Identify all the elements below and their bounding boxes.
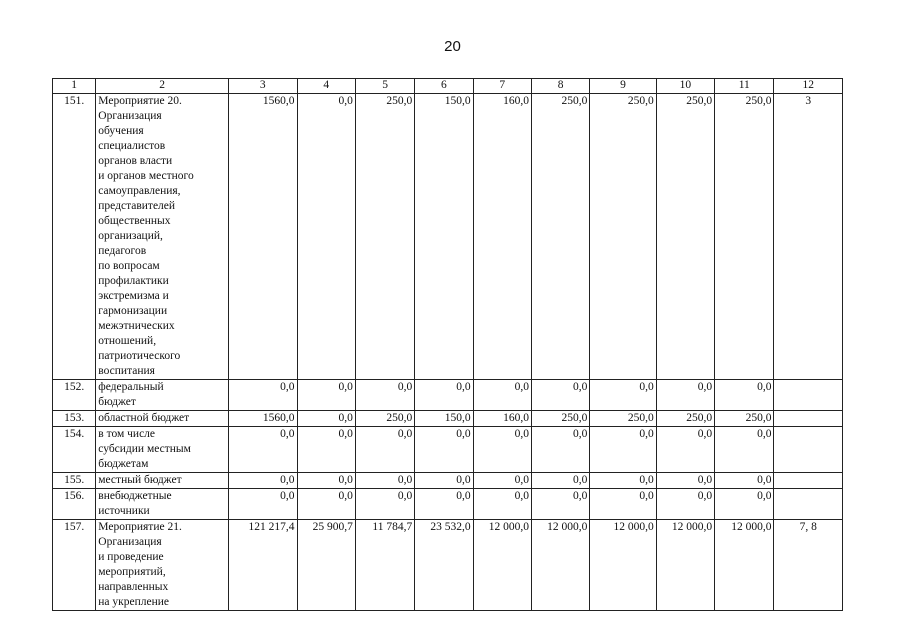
value-cell: 250,0 bbox=[355, 94, 414, 380]
value-cell: 0,0 bbox=[656, 473, 714, 489]
row-name: внебюджетные источники bbox=[96, 489, 229, 520]
value-cell: 0,0 bbox=[531, 427, 589, 473]
value-cell: 0,0 bbox=[415, 380, 473, 411]
value-cell: 0,0 bbox=[656, 427, 714, 473]
indicator-cell: 3 bbox=[774, 94, 843, 380]
value-cell: 0,0 bbox=[355, 427, 414, 473]
row-number: 154. bbox=[53, 427, 96, 473]
value-cell: 150,0 bbox=[415, 411, 473, 427]
value-cell: 0,0 bbox=[715, 380, 774, 411]
column-header: 7 bbox=[473, 79, 531, 94]
value-cell: 0,0 bbox=[473, 380, 531, 411]
row-number: 153. bbox=[53, 411, 96, 427]
table-row bbox=[53, 489, 843, 520]
value-cell: 12 000,0 bbox=[590, 520, 656, 611]
row-number: 156. bbox=[53, 489, 96, 520]
value-cell: 0,0 bbox=[229, 489, 297, 520]
column-header: 2 bbox=[96, 79, 229, 94]
indicator-cell bbox=[774, 380, 843, 411]
row-name: Мероприятие 20. Организация обучения специалистов органов власти и органов местного самоуправления, представителей общественных организаций, педагогов по вопросам профилактики экстремизма и гармонизации межэтнических отношений, патриотического воспитания bbox=[96, 94, 229, 380]
row-name: местный бюджет bbox=[96, 473, 229, 489]
value-cell: 0,0 bbox=[531, 380, 589, 411]
indicator-cell bbox=[774, 489, 843, 520]
value-cell: 0,0 bbox=[355, 489, 414, 520]
column-header: 11 bbox=[715, 79, 774, 94]
value-cell: 0,0 bbox=[590, 427, 656, 473]
column-header: 10 bbox=[656, 79, 714, 94]
value-cell: 0,0 bbox=[715, 489, 774, 520]
value-cell: 0,0 bbox=[473, 427, 531, 473]
value-cell: 0,0 bbox=[415, 427, 473, 473]
value-cell: 250,0 bbox=[590, 411, 656, 427]
value-cell: 121 217,4 bbox=[229, 520, 297, 611]
column-header: 6 bbox=[415, 79, 473, 94]
table-row bbox=[53, 411, 843, 427]
column-header: 8 bbox=[531, 79, 589, 94]
value-cell: 0,0 bbox=[715, 427, 774, 473]
value-cell: 0,0 bbox=[715, 473, 774, 489]
value-cell: 0,0 bbox=[297, 473, 355, 489]
indicator-cell bbox=[774, 427, 843, 473]
table-row bbox=[53, 94, 843, 380]
column-header: 3 bbox=[229, 79, 297, 94]
value-cell: 250,0 bbox=[715, 411, 774, 427]
column-header: 12 bbox=[774, 79, 843, 94]
table-row bbox=[53, 427, 843, 473]
value-cell: 150,0 bbox=[415, 94, 473, 380]
value-cell: 11 784,7 bbox=[355, 520, 414, 611]
indicator-cell bbox=[774, 411, 843, 427]
value-cell: 0,0 bbox=[590, 380, 656, 411]
value-cell: 0,0 bbox=[415, 473, 473, 489]
column-header: 4 bbox=[297, 79, 355, 94]
value-cell: 0,0 bbox=[473, 489, 531, 520]
column-header: 1 bbox=[53, 79, 96, 94]
value-cell: 250,0 bbox=[531, 411, 589, 427]
value-cell: 160,0 bbox=[473, 94, 531, 380]
row-name: федеральный бюджет bbox=[96, 380, 229, 411]
value-cell: 0,0 bbox=[297, 380, 355, 411]
value-cell: 0,0 bbox=[297, 94, 355, 380]
value-cell: 0,0 bbox=[229, 380, 297, 411]
value-cell: 1560,0 bbox=[229, 411, 297, 427]
value-cell: 12 000,0 bbox=[656, 520, 714, 611]
page-number: 20 bbox=[444, 38, 461, 55]
value-cell: 250,0 bbox=[656, 411, 714, 427]
table-row bbox=[53, 473, 843, 489]
row-name: Мероприятие 21. Организация и проведение мероприятий, направленных на укрепление bbox=[96, 520, 229, 611]
value-cell: 0,0 bbox=[590, 489, 656, 520]
value-cell: 0,0 bbox=[415, 489, 473, 520]
value-cell: 250,0 bbox=[590, 94, 656, 380]
value-cell: 23 532,0 bbox=[415, 520, 473, 611]
value-cell: 0,0 bbox=[656, 380, 714, 411]
value-cell: 0,0 bbox=[531, 473, 589, 489]
value-cell: 0,0 bbox=[297, 489, 355, 520]
table-row bbox=[53, 520, 843, 611]
row-number: 152. bbox=[53, 380, 96, 411]
row-name: в том числе субсидии местным бюджетам bbox=[96, 427, 229, 473]
value-cell: 0,0 bbox=[656, 489, 714, 520]
row-number: 157. bbox=[53, 520, 96, 611]
value-cell: 0,0 bbox=[355, 473, 414, 489]
value-cell: 250,0 bbox=[715, 94, 774, 380]
value-cell: 0,0 bbox=[297, 427, 355, 473]
table-body bbox=[53, 79, 843, 611]
value-cell: 250,0 bbox=[531, 94, 589, 380]
row-name: областной бюджет bbox=[96, 411, 229, 427]
row-number: 155. bbox=[53, 473, 96, 489]
value-cell: 12 000,0 bbox=[715, 520, 774, 611]
header-row bbox=[53, 79, 843, 94]
budget-table bbox=[52, 78, 843, 611]
value-cell: 0,0 bbox=[531, 489, 589, 520]
column-header: 9 bbox=[590, 79, 656, 94]
value-cell: 12 000,0 bbox=[531, 520, 589, 611]
column-header: 5 bbox=[355, 79, 414, 94]
value-cell: 250,0 bbox=[355, 411, 414, 427]
row-number: 151. bbox=[53, 94, 96, 380]
value-cell: 160,0 bbox=[473, 411, 531, 427]
value-cell: 0,0 bbox=[229, 473, 297, 489]
indicator-cell bbox=[774, 473, 843, 489]
value-cell: 0,0 bbox=[297, 411, 355, 427]
value-cell: 250,0 bbox=[656, 94, 714, 380]
value-cell: 0,0 bbox=[355, 380, 414, 411]
value-cell: 0,0 bbox=[590, 473, 656, 489]
indicator-cell: 7, 8 bbox=[774, 520, 843, 611]
table-row bbox=[53, 380, 843, 411]
value-cell: 0,0 bbox=[473, 473, 531, 489]
value-cell: 25 900,7 bbox=[297, 520, 355, 611]
value-cell: 0,0 bbox=[229, 427, 297, 473]
value-cell: 12 000,0 bbox=[473, 520, 531, 611]
value-cell: 1560,0 bbox=[229, 94, 297, 380]
